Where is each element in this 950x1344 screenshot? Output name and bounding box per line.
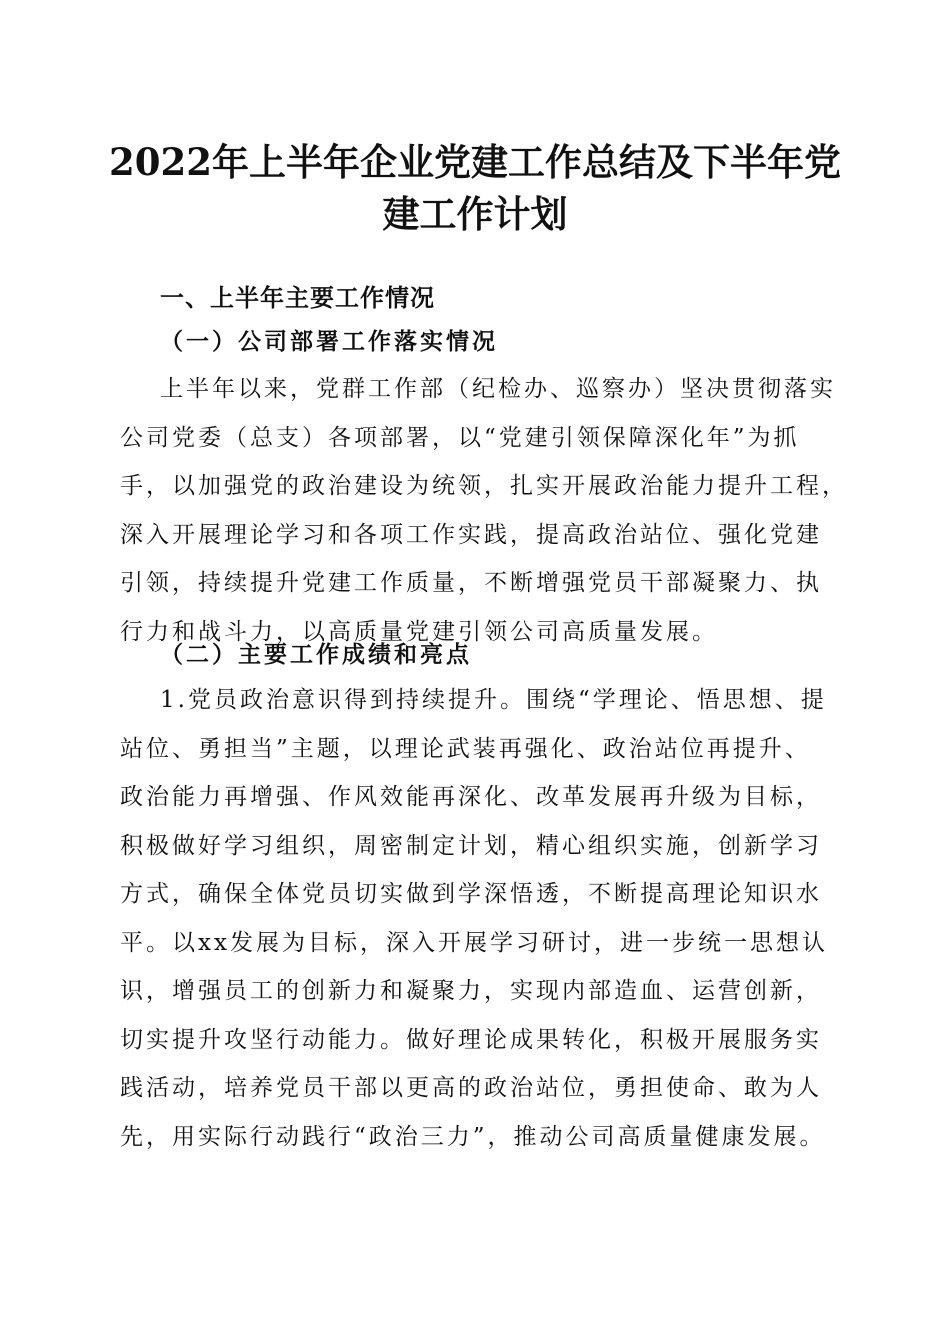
paragraph-line: 上半年以来，党群工作部（纪检办、巡察办）坚决贯彻落实 — [160, 376, 836, 402]
paragraph-line: 先，用实际行动践行“政治三力”，推动公司高质量健康发展。 — [120, 1123, 826, 1150]
paragraph-line: 方式，确保全体党员切实做到学深悟透，不断提高理论知识水 — [120, 881, 822, 907]
paragraph-line: 深入开展理论学习和各项工作实践，提高政治站位、强化党建 — [120, 521, 822, 548]
section-heading: 一、上半年主要工作情况 — [160, 284, 435, 312]
paragraph-line: 切实提升攻坚行动能力。做好理论成果转化，积极开展服务实 — [120, 1026, 822, 1053]
paragraph-line: 1.党员政治意识得到持续提升。围绕“学理论、悟思想、提 — [160, 687, 827, 713]
paragraph — [120, 676, 832, 1161]
paragraph-line: 引领，持续提升党建工作质量，不断增强党员干部凝聚力、执 — [120, 570, 822, 596]
paragraph-line: 践活动，培养党员干部以更高的政治站位，勇担使命、敢为人 — [120, 1075, 822, 1101]
paragraph-line: 识，增强员工的创新力和凝聚力，实现内部造血、运营创新， — [120, 978, 822, 1004]
paragraph-line: 公司党委（总支）各项部署，以“党建引领保障深化年”为抓 — [120, 424, 800, 451]
document-title — [100, 136, 850, 240]
subsection-heading: （二）主要工作成绩和亮点 — [160, 641, 472, 668]
paragraph-line: 平。以xx发展为目标，深入开展学习研讨，进一步统一思想认 — [120, 929, 828, 956]
paragraph-line: 手，以加强党的政治建设为统领，扎实开展政治能力提升工程， — [120, 473, 848, 499]
paragraph-line: 积极做好学习组织，周密制定计划，精心组织实施，创新学习 — [120, 832, 822, 859]
title-line: 建工作计划 — [382, 192, 568, 236]
subsection-heading: （一）公司部署工作落实情况 — [160, 328, 498, 355]
title-line: 2022年上半年企业党建工作总结及下半年党 — [109, 140, 841, 184]
paragraph-line: 站位、勇担当”主题，以理论武装再强化、政治站位再提升、 — [120, 735, 811, 762]
paragraph — [120, 365, 848, 656]
paragraph-line: 政治能力再增强、作风效能再深化、改革发展再升级为目标， — [120, 784, 822, 810]
paragraph-line: 行力和战斗力，以高质量党建引领公司高质量发展。 — [120, 618, 718, 645]
